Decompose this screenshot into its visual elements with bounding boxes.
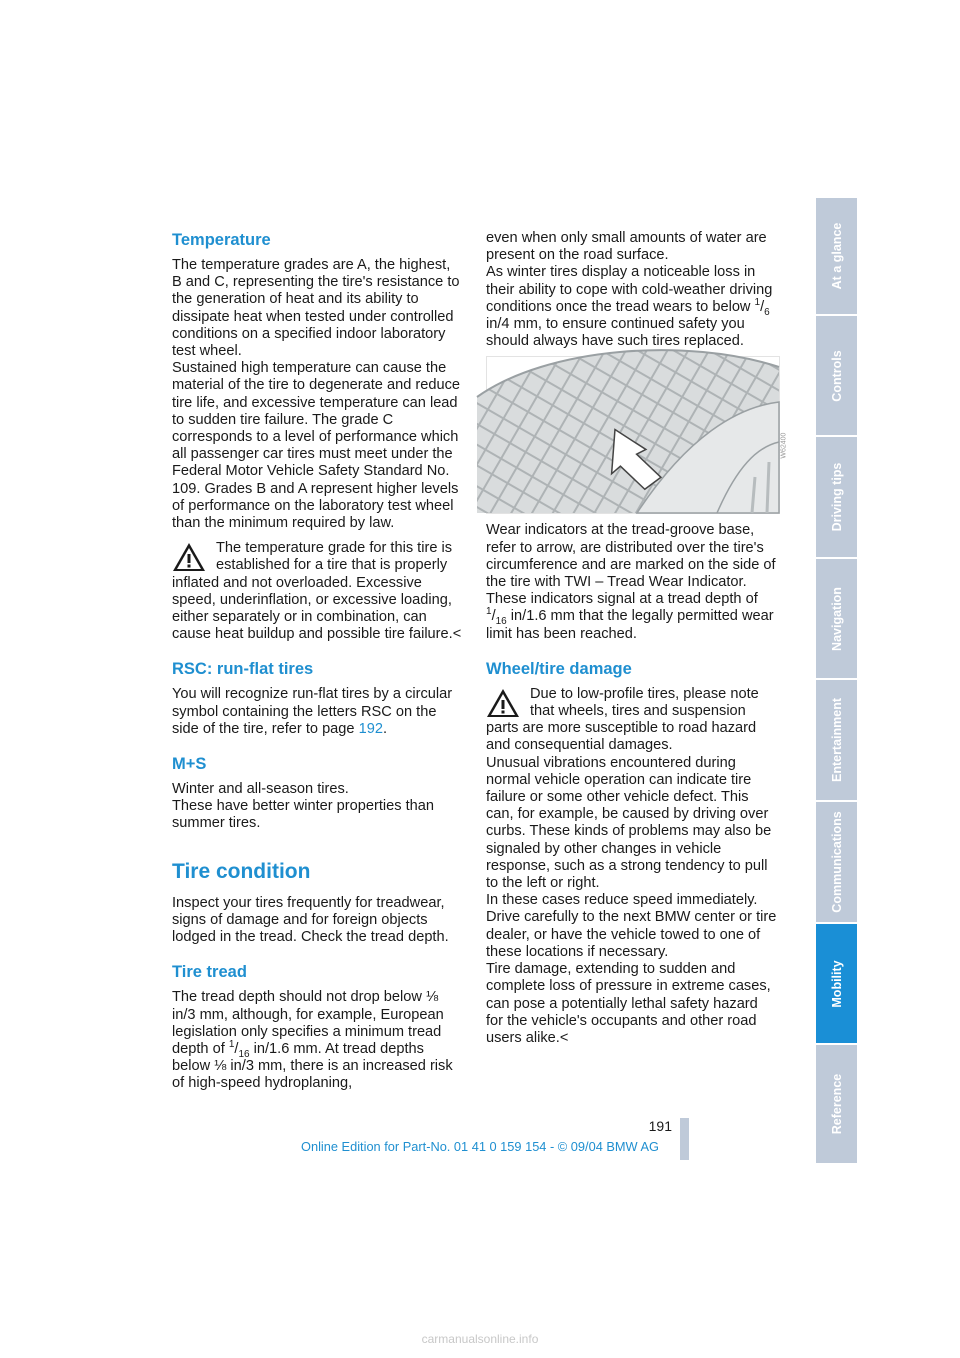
ms-paragraph-2: These have better winter properties than summer tires.: [172, 798, 435, 832]
rsc-period: .: [382, 720, 388, 737]
tire-tread-paragraph: [172, 989, 464, 1092]
watermark: carmanualsonline.info: [421, 1332, 539, 1346]
footer-edition-note: Online Edition for Part-No. 01 41 0 159 154 - © 09/04 BMW AG: [301, 1139, 659, 1154]
damage-warning-text: Due to low-profile tires, please note that wheels, tires and suspension parts are more susceptible to road hazard and consequential damages.: [486, 685, 759, 754]
end-mark: <: [559, 1029, 569, 1046]
tire-condition-heading: Tire condition: [172, 859, 311, 883]
rsc-heading: RSC: run-flat tires: [172, 660, 314, 679]
winter-fraction-numerator: 1: [754, 296, 761, 308]
tread-text-b: in/1.6 mm. At tread depths below ⅛ in/3 mm, there is an increased risk of high-speed hydroplaning,: [172, 1040, 453, 1092]
chapter-tabs: [816, 198, 857, 1165]
wear-fraction-slash: /: [491, 608, 496, 625]
winter-fraction-denominator: 6: [764, 306, 770, 318]
right-column: [486, 230, 788, 1047]
tab-label: Controls: [829, 349, 844, 402]
temperature-warning: [172, 540, 464, 643]
rsc-paragraph: [172, 686, 464, 738]
left-column: [172, 230, 464, 1093]
tab-at-a-glance[interactable]: [816, 198, 857, 316]
damage-text-4: Tire damage, extending to sudden and complete loss of pressure in extreme cases, can pose a potentially lethal safety hazard for the vehicle's occupants and other road users alike.: [486, 961, 771, 1046]
wear-text-a: Wear indicators at the tread-groove base, refer to arrow, are distributed over the tire's circumference and are marked on the side of the tire with TWI – Tread Wear Indicator. These indicators signal at a tread depth of: [486, 522, 776, 608]
temperature-heading: Temperature: [172, 231, 271, 249]
tab-controls[interactable]: [816, 316, 857, 437]
wear-indicator-paragraph: [486, 522, 778, 642]
tab-label: Driving tips: [829, 462, 844, 532]
ms-heading: M+S: [172, 755, 207, 774]
tread-fraction-numerator: 1: [228, 1039, 235, 1051]
tab-communications[interactable]: [816, 802, 857, 924]
tab-label: Communications: [829, 811, 844, 913]
warning-icon: [486, 688, 520, 718]
damage-paragraph-4: [486, 961, 778, 1047]
rsc-text: You will recognize run-flat tires by a circular symbol containing the letters RSC on the side of the tire, refer to page: [172, 686, 453, 737]
tread-fraction-denominator: 16: [238, 1048, 250, 1060]
page-number: 191: [648, 1118, 672, 1134]
wheel-tire-damage-heading: Wheel/tire damage: [486, 659, 632, 678]
winter-text-b: in/4 mm, to ensure continued safety you should always have such tires replaced.: [486, 316, 745, 350]
tire-tread-heading: Tire tread: [172, 963, 247, 982]
damage-paragraph-3: In these cases reduce speed immediately. Drive carefully to the next BMW center or tire dealer, or have the vehicle towed to one of these locations if necessary.: [486, 892, 777, 960]
tread-text-a: The tread depth should not drop below ⅛ in/3 mm, although, for example, European legislation only specifies a minimum tread depth of: [172, 989, 444, 1057]
end-mark: <: [452, 626, 462, 643]
temperature-paragraph-1: The temperature grades are A, the highest, B and C, representing the tire's resistance to the generation of heat and its ability to dissipate heat when tested under controlled conditions on a specified indoor laboratory test wheel.: [172, 257, 460, 360]
tab-label: Reference: [829, 1073, 844, 1135]
tab-label: At a glance: [829, 222, 844, 290]
tab-navigation[interactable]: [816, 559, 857, 680]
wear-fraction-denominator: 16: [495, 616, 507, 628]
tab-entertainment[interactable]: [816, 680, 857, 802]
wear-fraction-numerator: 1: [486, 606, 492, 618]
tire-condition-paragraph: Inspect your tires frequently for treadwear, signs of damage and for foreign objects lodged in the tread. Check the tread depth.: [172, 894, 449, 946]
winter-text-a: As winter tires display a noticeable loss in their ability to cope with cold-weather driving conditions once the tread wears to below: [486, 264, 773, 315]
warning-icon: [172, 542, 206, 572]
continued-paragraph: even when only small amounts of water are present on the road surface.: [486, 230, 767, 264]
tire-tread-illustration: [486, 356, 788, 514]
wear-text-b: in/1.6 mm that the legally permitted wear limit has been reached.: [486, 608, 774, 642]
damage-warning: [486, 686, 778, 755]
temperature-paragraph-2: Sustained high temperature can cause the material of the tire to degenerate and reduce tire life, and excessive temperature can lead to sudden tire failure. The grade C corresponds to a level of performance which all passenger car tires must meet under the Federal Motor Vehicle Safety Standard No. 109. Grades B and A represent higher levels of performance on the laboratory test wheel than the minimum required by law.: [172, 360, 461, 532]
tab-driving-tips[interactable]: [816, 437, 857, 559]
temperature-warning-text: The temperature grade for this tire is established for a tire that is properly inflated and not overloaded. Excessive speed, underinflation, or excessive loading, either separately or in combination, can cause heat buildup and possible tire failure.: [172, 540, 453, 643]
tire-drawing: [487, 357, 779, 513]
winter-fraction-slash: /: [760, 298, 765, 315]
figure-id: W62400: [780, 432, 788, 460]
tab-label: Mobility: [829, 959, 844, 1008]
damage-paragraph-2: Unusual vibrations encountered during normal vehicle operation can indicate tire failure or some other vehicle defect. This can, for example, be caused by driving over curbs. These kinds of problems may also be signaled by other changes in vehicle response, such as a strong tendency to pull to the left or right.: [486, 754, 772, 892]
ms-paragraph-1: Winter and all-season tires.: [172, 781, 349, 798]
winter-paragraph: [486, 264, 778, 350]
tab-label: Entertainment: [829, 697, 844, 783]
page-192-link[interactable]: 192: [358, 720, 383, 737]
tab-mobility[interactable]: [816, 924, 857, 1045]
tread-fraction-slash: /: [234, 1040, 239, 1057]
tab-label: Navigation: [829, 586, 844, 651]
